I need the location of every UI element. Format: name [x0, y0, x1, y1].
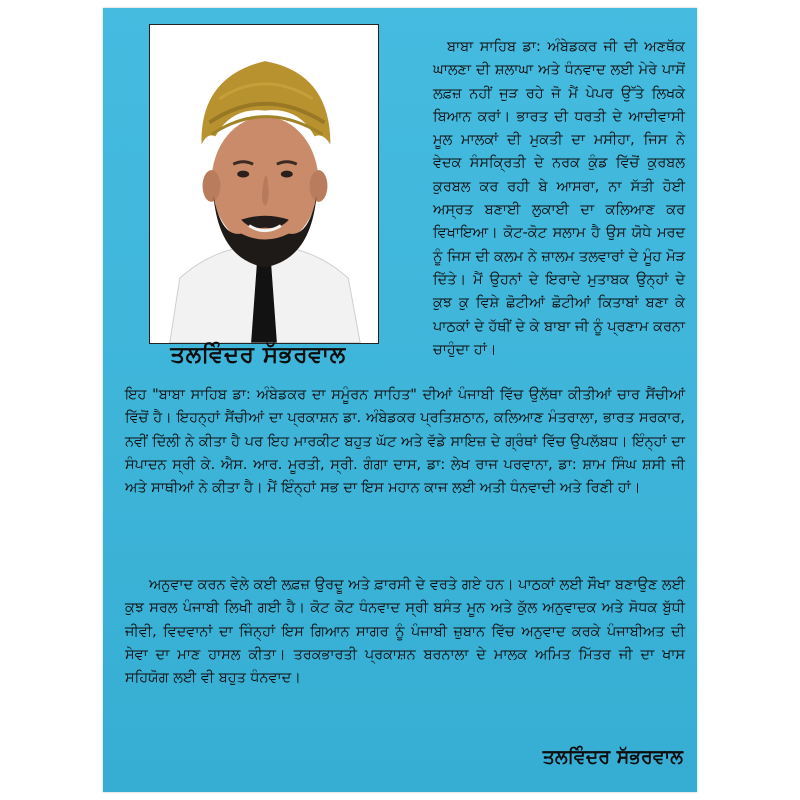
acknowledgement-paragraph: ਅਨੁਵਾਦ ਕਰਨ ਵੇਲੇ ਕਈ ਲਫ਼ਜ਼ ਉਰਦੂ ਅਤੇ ਫ਼ਾਰਸੀ ਦੇ ਵਰਤੇ ਗਏ ਹਨ। ਪਾਠਕਾਂ ਲਈ ਸੌਖਾ ਬਣਾਉਣ ਲਈ ਕੁਝ ਸਰਲ ਪੰਜਾਬੀ ਲਿਖੀ ਗਈ ਹੈ। ਕੋਟ ਕੋਟ ਧੰਨਵਾਦ ਸ੍ਰੀ ਬਸੰਤ ਮੂਨ ਅਤੇ ਕੁੱਲ ਅਨੁਵਾਦਕ ਅਤੇ ਸੋਧਕ ਬੁੱਧੀ ਜੀਵੀ, ਵਿਦਵਾਨਾਂ ਦਾ ਜਿੰਨ੍ਹਾਂ ਇਸ ਗਿਆਨ ਸਾਗਰ ਨੂੰ ਪੰਜਾਬੀ ਜ਼ੁਬਾਨ ਵਿੱਚ ਅਨੁਵਾਦ ਕਰਕੇ ਪੰਜਾਬੀਅਤ ਦੀ ਸੇਵਾ ਦਾ ਮਾਣ ਹਾਸਲ ਕੀਤਾ। ਤਰਕਭਾਰਤੀ ਪ੍ਰਕਾਸ਼ਨ ਬਰਨਾਲਾ ਦੇ ਮਾਲਕ ਅਮਿਤ ਮਿੱਤਰ ਜੀ ਦਾ ਖਾਸ ਸਹਿਯੋਗ ਲਈ ਵੀ ਬਹੁਤ ਧੰਨਵਾਦ। — [125, 577, 685, 687]
author-portrait-image — [150, 25, 378, 343]
author-signature: ਤਲਵਿੰਦਰ ਸੱਭਰਵਾਲ — [542, 746, 683, 768]
intro-paragraph-continued: ਇਹ "ਬਾਬਾ ਸਾਹਿਬ ਡਾ: ਅੰਬੇਡਕਰ ਦਾ ਸਮੂੰਰਨ ਸਾਹਿਤ" ਦੀਆਂ ਪੰਜਾਬੀ ਵਿੱਚ ਉਲੱਥਾ ਕੀਤੀਆਂ ਚਾਰ ਸੈਂਚੀਆਂ ਵਿੱਚੋਂ ਹੈ। ਇਹਨ੍ਹਾਂ ਸੈਂਚੀਆਂ ਦਾ ਪ੍ਰਕਾਸ਼ਨ ਡਾ. ਅੰਬੇਡਕਰ ਪ੍ਰਤਿਸ਼ਠਾਨ, ਕਲਿਆਣ ਮੰਤਰਾਲਾ, ਭਾਰਤ ਸਰਕਾਰ, ਨਵੀਂ ਦਿੱਲੀ ਨੇ ਕੀਤਾ ਹੈ ਪਰ ਇਹ ਮਾਰਕੀਟ ਬਹੁਤ ਘੱਟ ਅਤੇ ਵੱਡੇ ਸਾਇਜ਼ ਦੇ ਗ੍ਰੰਥਾਂ ਵਿੱਚ ਉਪਲੱਬਧ। ਇੰਨ੍ਹਾਂ ਦਾ ਸੰਪਾਦਨ ਸ੍ਰੀ ਕੇ. ਐਸ. ਆਰ. ਮੂਰਤੀ, ਸ੍ਰੀ. ਗੰਗਾ ਦਾਸ, ਡਾ: ਲੇਖ ਰਾਜ ਪਰਵਾਨਾ, ਡਾ: ਸ਼ਾਮ ਸਿੰਘ ਸ਼ਸੀ ਜੀ ਅਤੇ ਸਾਥੀਆਂ ਨੇ ਕੀਤਾ ਹੈ। ਮੈਂ ਇੰਨ੍ਹਾਂ ਸਭ ਦਾ ਇਸ ਮਹਾਨ ਕਾਜ ਲਈ ਅਤੀ ਧੰਨਵਾਦੀ ਅਤੇ ਰਿਣੀ ਹਾਂ। — [125, 387, 685, 497]
author-photo — [149, 24, 379, 344]
author-name-caption: ਤਲਵਿੰਦਰ ਸੱਭਰਵਾਲ — [170, 342, 346, 368]
intro-paragraph-top: ਬਾਬਾ ਸਾਹਿਬ ਡਾ: ਅੰਬੇਡਕਰ ਜੀ ਦੀ ਅਣਥੱਕ ਘਾਲਣਾ ਦੀ ਸ਼ਲਾਘਾ ਅਤੇ ਧੰਨਵਾਦ ਲਈ ਮੇਰੇ ਪਾਸੋਂ ਲਫ਼ਜ਼ ਨਹੀਂ ਜੁੜ ਰਹੇ ਜੋ ਮੈਂ ਪੇਪਰ ਉੱਤੇ ਲਿਖਕੇ ਬਿਆਨ ਕਰਾਂ। ਭਾਰਤ ਦੀ ਧਰਤੀ ਦੇ ਆਦੀਵਾਸੀ ਮੂਲ ਮਾਲਕਾਂ ਦੀ ਮੁਕਤੀ ਦਾ ਮਸੀਹਾ, ਜਿਸ ਨੇ ਵੇਦਕ ਸੰਸਕ੍ਰਿਤੀ ਦੇ ਨਰਕ ਕੁੰਡ ਵਿੱਚੋਂ ਕੁਰਬਲ ਕੁਰਬਲ ਕਰ ਰਹੀ ਬੇ ਆਸਰਾ, ਨਾ ਸੱਤੀ ਹੋਈ ਅਸ੍ਰਤ ਬਣਾਈ ਲੁਕਾਈ ਦਾ ਕਲਿਆਣ ਕਰ ਵਿਖਾਇਆ। ਕੋਟ-ਕੋਟ ਸਲਾਮ ਹੈ ਉਸ ਯੋਧੇ ਮਰਦ ਨੂੰ ਜਿਸ ਦੀ ਕਲਮ ਨੇ ਜ਼ਾਲਮ ਤਲਵਾਰਾਂ ਦੇ ਮੂੰਹ ਮੋੜ ਦਿੱਤੇ। ਮੈਂ ਉਹਨਾਂ ਦੇ ਇਰਾਦੇ ਮੁਤਾਬਕ ਉਨ੍ਹਾਂ ਦੇ ਕੁਝ ਕੁ ਵਿਸ਼ੇ ਛੋਟੀਆਂ ਛੋਟੀਆਂ ਕਿਤਾਬਾਂ ਬਣਾ ਕੇ ਪਾਠਕਾਂ ਦੇ ਹੱਥੀਂ ਦੇ ਕੇ ਬਾਬਾ ਜੀ ਨੂੰ ਪ੍ਰਣਾਮ ਕਰਨਾ ਚਾਹੁੰਦਾ ਹਾਂ। — [433, 39, 685, 358]
book-back-cover — [103, 8, 697, 792]
